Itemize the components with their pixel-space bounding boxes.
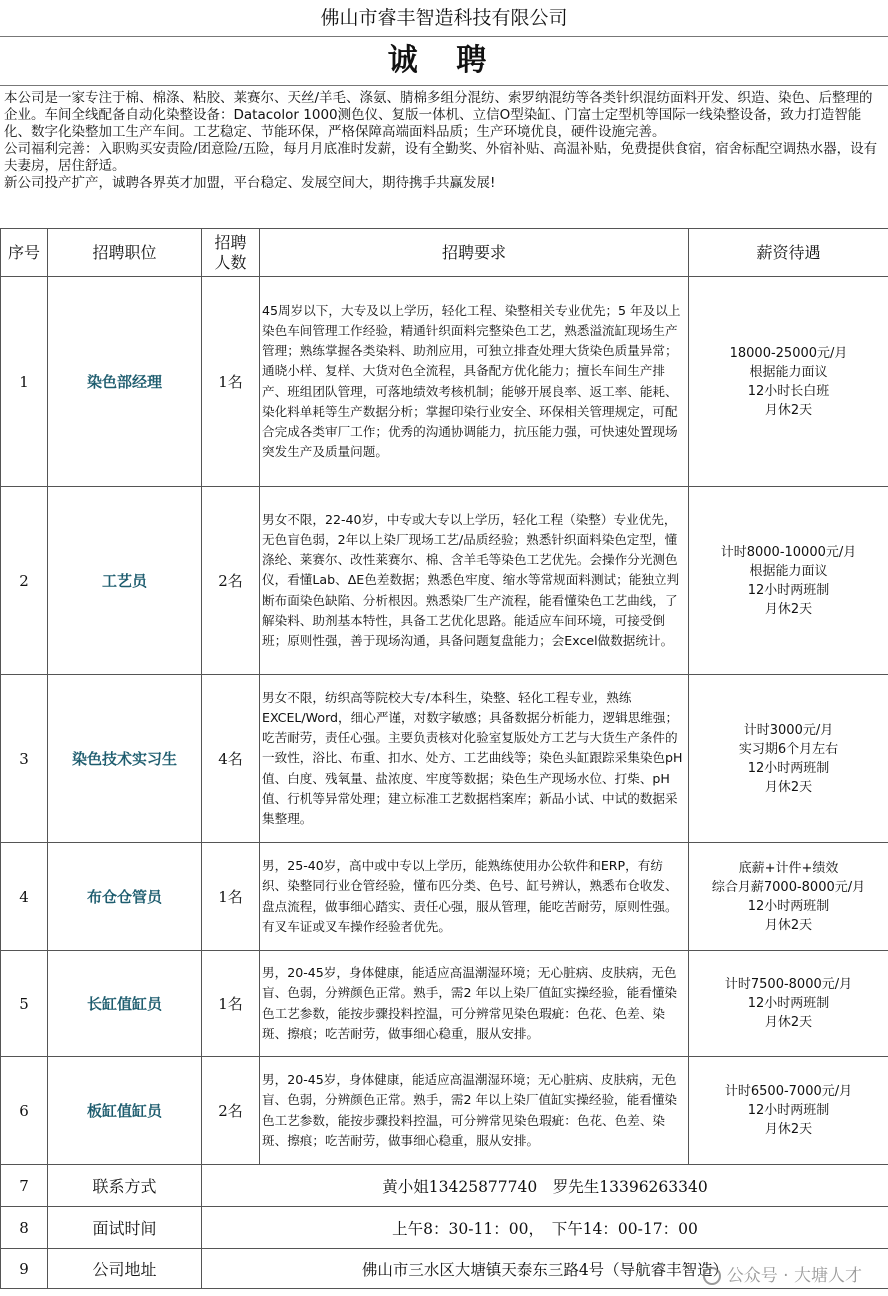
- watermark-text: 公众号 · 大塘人才: [726, 1266, 862, 1286]
- table-row: [1, 277, 888, 487]
- header-requirements: 招聘要求: [260, 229, 689, 277]
- row-salary: [689, 843, 888, 951]
- interview-time-label: 面试时间: [48, 1207, 202, 1249]
- table-row: [1, 1057, 888, 1165]
- row-count: 1名: [202, 277, 260, 487]
- row-no: 3: [1, 675, 48, 843]
- company-name: 佛山市睿丰智造科技有限公司: [0, 0, 888, 37]
- salary-line: 月休2天: [764, 601, 813, 617]
- header-count: 招聘人数: [202, 229, 260, 277]
- row-no: 8: [1, 1207, 48, 1249]
- row-no: 1: [1, 277, 48, 487]
- row-position: 布仓仓管员: [48, 843, 202, 951]
- address-row: [1, 1249, 888, 1289]
- salary-line: 底薪+计件+绩效: [738, 860, 839, 876]
- poster-title: 诚 聘: [0, 37, 888, 86]
- salary-line: 综合月薪7000-8000元/月: [711, 879, 866, 895]
- intro-paragraph-company: 本公司是一家专注于棉、棉涤、粘胶、莱赛尔、天丝/羊毛、涤氨、腈棉多组分混纺、索罗纳混纺等各类针织混纺面料开发、织造、染色、后整理的企业。车间全线配备自动化染整设备：Datacolor 1000测色仪、复版一体机、立信O型染缸、门富士定型机等国际一线染整设备，致力打造智能化、数字化染整加工生产车间。工艺稳定、节能环保，严格保障高端面料品质；生产环境优良，硬件设施完善。: [4, 90, 873, 140]
- salary-line: 计时6500-7000元/月: [724, 1084, 853, 1099]
- row-position: 工艺员: [48, 487, 202, 675]
- interview-time-row: [1, 1207, 888, 1249]
- table-row: [1, 951, 888, 1057]
- table-header-row: [1, 229, 888, 277]
- salary-line: 月休2天: [764, 917, 813, 933]
- contact-label: 联系方式: [48, 1165, 202, 1207]
- salary-line: 计时3000元/月: [743, 722, 834, 738]
- salary-line: 12小时两班制: [747, 760, 830, 776]
- table-row: [1, 487, 888, 675]
- table-row: [1, 843, 888, 951]
- salary-line: 月休2天: [764, 402, 813, 418]
- row-salary: [689, 1057, 888, 1165]
- row-requirements: 男，20-45岁，身体健康，能适应高温潮湿环境；无心脏病、皮肤病，无色盲、色弱，分辨颜色正常。熟手，需2 年以上染厂值缸实操经验，能看懂染色工艺参数，能按步骤投料控温，可分辨常见染色瑕疵：色花、色差、染斑、擦痕；吃苦耐劳，做事细心稳重，服从安排。: [260, 951, 689, 1057]
- job-table: [0, 228, 888, 1289]
- salary-line: 12小时两班制: [747, 1103, 830, 1118]
- intro-paragraph-invitation: 新公司投产扩产，诚聘各界英才加盟，平台稳定、发展空间大，期待携手共赢发展!: [4, 175, 496, 191]
- intro-paragraph-benefits: 公司福利完善：入职购买安责险/团意险/五险，每月月底准时发薪，设有全勤奖、外宿补贴、高温补贴，免费提供食宿，宿舍标配空调热水器，设有夫妻房，居住舒适。: [4, 141, 878, 174]
- row-no: 4: [1, 843, 48, 951]
- salary-line: 12小时长白班: [747, 383, 830, 399]
- company-intro: [0, 86, 888, 228]
- row-position: 长缸值缸员: [48, 951, 202, 1057]
- header-position: 招聘职位: [48, 229, 202, 277]
- header-no: 序号: [1, 229, 48, 277]
- row-salary: [689, 277, 888, 487]
- row-requirements: 45周岁以下，大专及以上学历，轻化工程、染整相关专业优先；5 年及以上染色车间管理工作经验，精通针织面料完整染色工艺，熟悉溢流缸现场生产管理；熟练掌握各类染料、助剂应用，可独立排查处理大货染色质量异常；通晓小样、复样、大货对色全流程，具备配方优化能力；擅长车间生产排产、班组团队管理，可落地绩效考核机制；能够开展良率、返工率、能耗、染化料单耗等生产数据分析；掌握印染行业安全、环保相关管理规定，可配合完成各类审厂工作；优秀的沟通协调能力，抗压能力强，可快速处置现场突发生产及质量问题。: [260, 277, 689, 487]
- salary-line: 18000-25000元/月: [729, 345, 848, 361]
- row-no: 9: [1, 1249, 48, 1289]
- salary-line: 月休2天: [764, 779, 813, 795]
- row-requirements: 男女不限，纺织高等院校大专/本科生，染整、轻化工程专业，熟练EXCEL/Word，细心严谨，对数字敏感；具备数据分析能力，逻辑思维强；吃苦耐劳，责任心强。主要负责核对化验室复版处方工艺与大货生产条件的一致性，浴比、布重、扣水、处方、工艺曲线等；染色头缸跟踪采集染色pH值、白度、残氧量、盐浓度、牢度等数据；染色生产现场水位、打柴、pH值、行机等异常处理；建立标准工艺数据档案库；新品小试、中试的数据采集整理。: [260, 675, 689, 843]
- salary-line: 月休2天: [764, 1015, 813, 1030]
- salary-line: 12小时两班制: [747, 898, 830, 914]
- salary-line: 12小时两班制: [747, 996, 830, 1011]
- row-salary: [689, 951, 888, 1057]
- row-no: 5: [1, 951, 48, 1057]
- salary-line: 12小时两班制: [747, 582, 830, 598]
- row-position: 染色技术实习生: [48, 675, 202, 843]
- row-count: 2名: [202, 1057, 260, 1165]
- salary-line: 计时8000-10000元/月: [720, 544, 857, 560]
- row-count: 1名: [202, 951, 260, 1057]
- row-count: 2名: [202, 487, 260, 675]
- table-row: [1, 675, 888, 843]
- row-requirements: 男，25-40岁，高中或中专以上学历，能熟练使用办公软件和ERP，有纺织、染整同行业仓管经验，懂布匹分类、色号、缸号辨认，熟悉布仓收发、盘点流程，做事细心踏实、责任心强，服从管理，能吃苦耐劳，原则性强。有叉车证或叉车操作经验者优先。: [260, 843, 689, 951]
- row-no: 6: [1, 1057, 48, 1165]
- row-no: 2: [1, 487, 48, 675]
- row-position: 染色部经理: [48, 277, 202, 487]
- salary-line: 根据能力面议: [749, 364, 828, 380]
- contact-row: [1, 1165, 888, 1207]
- interview-time-value: 上午8：30-11：00， 下午14：00-17：00: [202, 1207, 888, 1249]
- salary-line: 计时7500-8000元/月: [724, 977, 853, 992]
- row-count: 1名: [202, 843, 260, 951]
- address-value: 佛山市三水区大塘镇天泰东三路4号（导航睿丰智造）: [202, 1249, 888, 1289]
- row-requirements: 男，20-45岁，身体健康，能适应高温潮湿环境；无心脏病、皮肤病，无色盲、色弱，分辨颜色正常。熟手，需2 年以上染厂值缸实操经验，能看懂染色工艺参数，能按步骤投料控温，可分辨常见染色瑕疵：色花、色差、染斑、擦痕；吃苦耐劳，做事细心稳重，服从安排。: [260, 1057, 689, 1165]
- row-salary: [689, 675, 888, 843]
- row-salary: [689, 487, 888, 675]
- contact-value: 黄小姐13425877740 罗先生13396263340: [202, 1165, 888, 1207]
- row-position: 板缸值缸员: [48, 1057, 202, 1165]
- salary-line: 根据能力面议: [749, 563, 828, 579]
- header-salary: 薪资待遇: [689, 229, 888, 277]
- salary-line: 实习期6个月左右: [738, 741, 839, 757]
- row-no: 7: [1, 1165, 48, 1207]
- salary-line: 月休2天: [764, 1122, 813, 1137]
- row-count: 4名: [202, 675, 260, 843]
- row-requirements: 男女不限，22-40岁，中专或大专以上学历，轻化工程（染整）专业优先，无色盲色弱，2年以上染厂现场工艺/品质经验；熟悉针织面料染色定型，懂涤纶、莱赛尔、改性莱赛尔、棉、含羊毛等染色工艺优先。会操作分光测色仪，看懂Lab、ΔE色差数据；熟悉色牢度、缩水等常规面料测试；能独立判断布面染色缺陷、分析根因。熟悉染厂生产流程，能看懂染色工艺曲线，了解染料、助剂基本特性，具备工艺优化思路。能适应车间环境，可接受倒班；原则性强，善于现场沟通，具备问题复盘能力；会Excel做数据统计。: [260, 487, 689, 675]
- address-label: 公司地址: [48, 1249, 202, 1289]
